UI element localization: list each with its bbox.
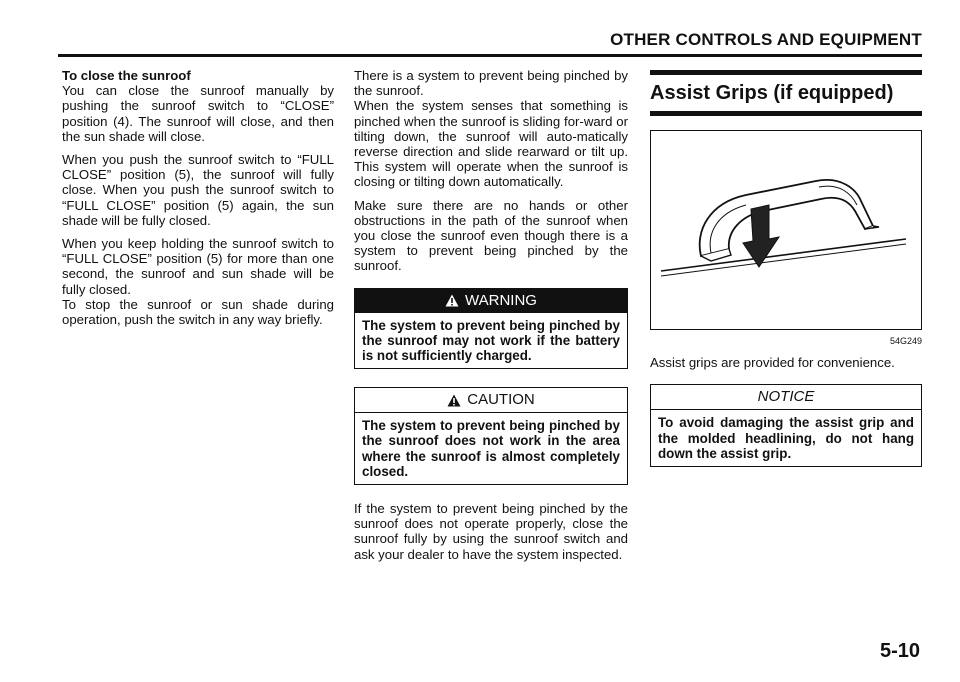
subhead-text: To close the sunroof [62,68,191,83]
assist-grip-illustration [651,131,921,327]
column-middle [354,68,628,570]
notice-header [651,385,921,410]
column-left [62,68,334,335]
caution-label: CAUTION [467,391,535,409]
header-rule [58,54,922,57]
paragraph: If the system to prevent being pinched by the sunroof does not operate properly, close the sunroof fully by using the sunroof switch and ask your dealer to have the system inspected. [354,501,628,562]
caution-header [355,388,627,413]
caution-triangle-icon [447,394,461,407]
page-number: 5-10 [879,640,920,662]
notice-label: NOTICE [757,388,815,406]
paragraph: When the system senses that something is pinched when the sunroof is sliding for-ward or tilting down, the sunroof will auto-matically reverse direction and slide rearward or tilt up. This system will operate when the sunroof is closing or tilting down automatically. [354,98,628,190]
caution-text: The system to prevent being pinched by the sunroof does not work in the area where the sunroof is almost completely closed. [362,418,620,479]
figure-code: 54G249 [889,336,922,346]
paragraph: When you push the sunroof switch to “FULL CLOSE” position (5), the sunroof will fully close. When you push the sunroof switch to “FULL CLOSE” position (5) again, the sun shade will be fully closed. [62,152,334,228]
figure-caption: Assist grips are provided for convenience. [650,355,895,371]
subhead-close-sunroof [62,68,334,144]
paragraph: Make sure there are no hands or other obstructions in the path of the sunroof when you close the sunroof even though there is a system to prevent being pinched by the sunroof. [354,197,628,274]
warning-label: WARNING [465,291,537,309]
warning-box [354,288,628,370]
paragraph: To stop the sunroof or sun shade during operation, push the switch in any way briefly. [62,296,334,328]
header-title: OTHER CONTROLS AND EQUIPMENT [610,30,922,49]
paragraph: You can close the sunroof manually by pushing the sunroof switch to “CLOSE” position (4). The sunroof will close, and then the sun shade will close. [62,83,334,144]
paragraph: There is a system to prevent being pinched by the sunroof. [354,68,628,99]
assist-grip-figure [650,130,922,330]
paragraph: When you keep holding the sunroof switch to “FULL CLOSE” position (5) for more than one second, the sunroof and sun shade will be fully closed. [62,236,334,297]
section-title: Assist Grips (if equipped) [650,70,922,116]
warning-triangle-icon [445,294,459,307]
column-right [650,70,922,485]
warning-header [355,289,627,313]
warning-text: The system to prevent being pinched by the sunroof may not work if the battery is not sufficiently charged. [362,317,620,364]
caution-box [354,387,628,485]
notice-text: To avoid damaging the assist grip and the molded headlining, do not hang down the assist grip. [658,415,914,461]
notice-box [650,384,922,467]
